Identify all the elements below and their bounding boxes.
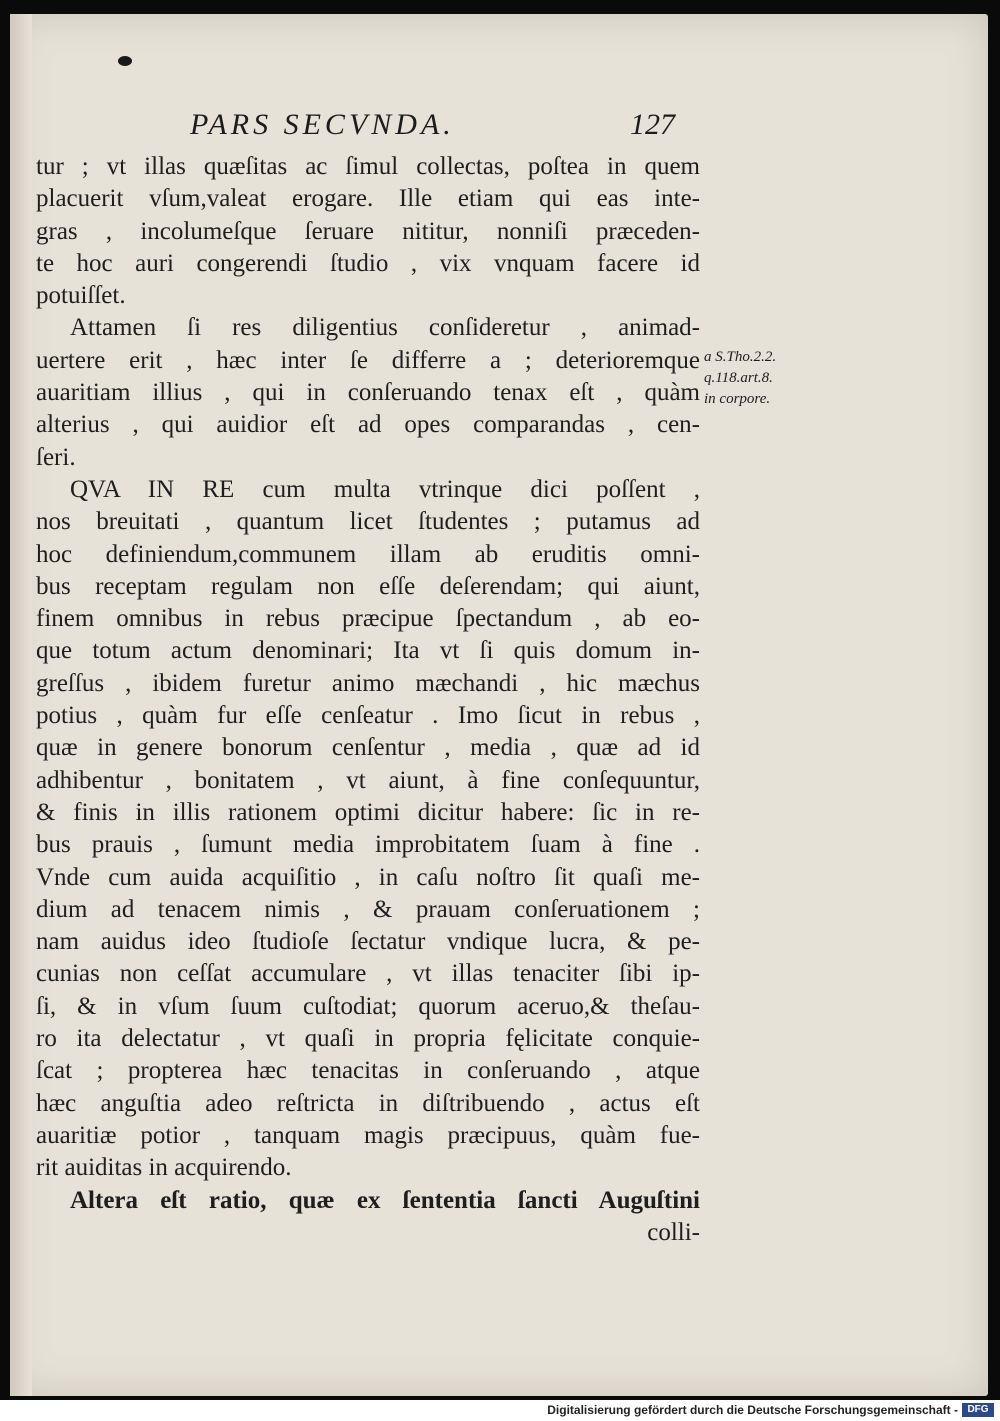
text-line: dium ad tenacem nimis , & prauam conſeruationem ; — [36, 895, 700, 923]
text-line: potuiſſet. — [36, 282, 126, 310]
text-line: rit auiditas in acquirendo. — [36, 1154, 292, 1182]
text-line: adhibentur , bonitatem , vt aiunt, à fine conſequuntur, — [36, 766, 700, 794]
funding-credit: Digitalisierung gefördert durch die Deutsche Forschungsgemeinschaft - — [547, 1403, 958, 1417]
text-line: finem omnibus in rebus præcipue ſpectandum , ab eo- — [36, 605, 700, 633]
text-line: Altera eſt ratio, quæ ex ſententia ſancti Auguſtini — [70, 1186, 700, 1214]
text-line: nam auidus ideo ſtudioſe ſectatur vndique lucra, & pe- — [36, 928, 700, 956]
text-line: Attamen ſi res diligentius conſideretur , animad- — [70, 314, 700, 342]
text-line: cunias non ceſſat accumulare , vt illas tenaciter ſibi ip- — [36, 960, 700, 988]
text-line: ro ita delectatur , vt quaſi in propria fęlicitate conquie- — [36, 1025, 700, 1053]
text-line: bus prauis , ſumunt media improbitatem ſuam à fine . — [36, 831, 700, 859]
text-line: quæ in genere bonorum cenſentur , media , quæ ad id — [36, 734, 700, 762]
text-line: Vnde cum auida acquiſitio , in caſu noſtro ſit quaſi me- — [36, 863, 700, 891]
text-line: auaritiam illius , qui in conſeruando tenax eſt , quàm — [36, 379, 700, 407]
text-line: greſſus , ibidem furetur animo mæchandi , hic mæchus — [36, 669, 700, 697]
margin-note-line: q.118.art.8. — [704, 370, 773, 386]
text-line: ſcat ; propterea hæc tenacitas in conſeruando , atque — [36, 1057, 700, 1085]
text-line: hæc anguſtia adeo reſtricta in diſtribuendo , actus eſt — [36, 1089, 700, 1117]
text-line: gras , incolumeſque ſeruare nititur, nonniſi præceden- — [36, 217, 700, 245]
text-line: auaritiæ potior , tanquam magis præcipuus, quàm fue- — [36, 1121, 700, 1149]
ink-mark — [118, 56, 132, 66]
text-line: placuerit vſum,valeat erogare. Ille etiam qui eas inte- — [36, 185, 700, 213]
text-line: tur ; vt illas quæſitas ac ſimul collectas, poſtea in quem — [36, 153, 700, 180]
text-line: potius , quàm fur eſſe cenſeatur . Imo ſicut in rebus , — [36, 702, 700, 730]
running-title: PARS SECVNDA. — [190, 108, 455, 141]
catchword: colli- — [647, 1218, 700, 1246]
text-line: ſi, & in vſum ſuum cuſtodiat; quorum aceruo,& theſau- — [36, 992, 700, 1020]
page-gutter — [10, 14, 32, 1396]
margin-note — [704, 347, 824, 410]
margin-note-line: a S.Tho.2.2. — [704, 349, 777, 365]
text-line: ſeri. — [36, 443, 76, 471]
page-number: 127 — [630, 108, 675, 141]
text-line: uertere erit , hæc inter ſe differre a ; deterioremque — [36, 346, 700, 374]
dfg-logo: DFG — [962, 1403, 994, 1417]
text-line: alterius , qui auidior eſt ad opes comparandas , cen- — [36, 411, 700, 439]
margin-note-line: in corpore. — [704, 391, 771, 407]
text-line: nos breuitati , quantum licet ſtudentes ; putamus ad — [36, 508, 700, 536]
text-line: bus receptam regulam non eſſe deſerendam; qui aiunt, — [36, 572, 700, 600]
text-line: te hoc auri congerendi ſtudio , vix vnquam facere id — [36, 249, 700, 277]
text-line: que totum actum denominari; Ita vt ſi quis domum in- — [36, 637, 700, 665]
text-line: & finis in illis rationem optimi dicitur habere: ſic in re- — [36, 798, 700, 826]
text-line: hoc definiendum,communem illam ab eruditis omni- — [36, 540, 700, 568]
text-line: QVA IN RE cum multa vtrinque dici poſſent , — [70, 475, 700, 503]
footer-bar — [0, 1400, 1000, 1421]
body-text — [36, 151, 700, 1249]
